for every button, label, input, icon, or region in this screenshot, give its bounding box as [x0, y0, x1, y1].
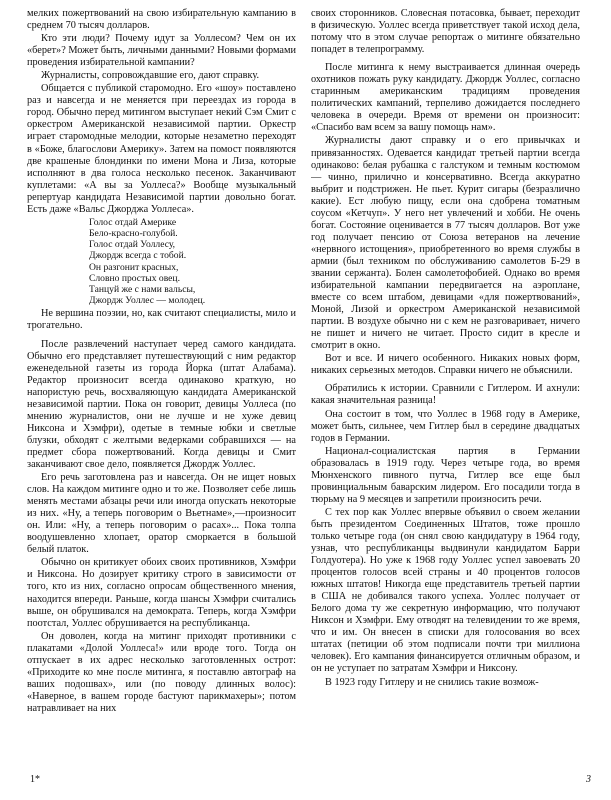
paragraph: Он доволен, когда на митинг приходят противники с плакатами «Долой Уоллеса!» или вроде того. Тогда он отпускает в их адрес несколько заготовленных острот: «Приходите ко мне после митинга, я поставлю автограф на ваших подошвах», или (по поводу длинных волос): «Наверное, в вашем городе бастуют парикмахеры»; потом натравливает на них: [27, 630, 296, 714]
poem-line: Джордж всегда с тобой.: [89, 250, 187, 262]
paragraph: Обратились к истории. Сравнили с Гитлером. И ахнули: какая значительная разница!: [311, 383, 580, 407]
poem-line: Джордж Уоллес — молодец.: [89, 295, 206, 307]
poem-line: Голос отдай Америке: [89, 216, 177, 228]
paragraph: Она состоит в том, что Уоллес в 1968 году в Америке, может быть, сильнее, чем Гитлер был в середине двадцатых годов в Германии.: [311, 408, 580, 444]
paragraph: своих сторонников. Словесная потасовка, бывает, переходит в физическую. Уоллес всегда приветствует такой исход дела, потому что в этом случае репортаж о митинге обязательно попадет в телепрограмму.: [311, 8, 580, 56]
paragraph: Кто эти люди? Почему идут за Уоллесом? Чем он их «берет»? Может быть, личными данными? Новыми формами проведения избирательной кампании?: [27, 33, 296, 69]
paragraph: Не вершина поэзии, но, как считают специалисты, мило и трогательно.: [27, 308, 296, 332]
poem-line: Танцуй же с нами вальсы,: [89, 284, 196, 296]
paragraph: После развлечений наступает черед самого кандидата. Обычно его представляет путешествующий с ним редактор еженедельной газеты из города Йорка (штат Алабама). Редактор произносит всегда одинаково краткую, но напористую речь, восхваляющую кандидата Американской независимой партии. Пока он говорит, девицы Уоллеса (по мнению журналистов, они не лучше и не хуже девиц Никсона и Хэмфри), одетые в темные юбки и светлые блузки, обходят с желтыми ведерками собравшихся — на предмет сбора пожертвований. Когда девицы и Смит заканчивают свое дело, появляется Джордж Уоллес.: [27, 338, 296, 470]
paragraph: мелких пожертвований на свою избирательную кампанию в среднем 70 тысяч долларов.: [27, 8, 296, 32]
paragraph: Общается с публикой старомодно. Его «шоу» поставлено раз и навсегда и не меняется при переездах из города в город. Обычно перед митингом выступает некий Сэм Смит с оркестром Американской независимой партии. Оркестр играет старомодные мелодии, которые незаметно переходят в «Боже, благослови Америку». Затем на помост появляются две крашеные блондинки по имени Мона и Лиза, которые исполняют в два голоса несколько песенок. Заканчивают куплетами: «А вы за Уоллеса?» Вообще музыкальный репертуар кандидата Независимой партии довольно богат. Есть даже «Вальс Джорджа Уоллеса».: [27, 83, 296, 215]
paragraph: Журналисты, сопровождавшие его, дают справку.: [41, 70, 260, 82]
paragraph: С тех пор как Уоллес впервые объявил о своем желании быть президентом Соединенных Штатов, тоже прошло только четыре года (он снял свою кандидатуру в 1964 году, узнав, что республиканцы выдвинули кандидатом Барри Голдуотера). Но уже к 1968 году Уоллес успел завоевать 20 процентов голосов всей страны и 40 процентов голосов южных штатов! Никогда еще представитель третьей партии в США не добивался такого успеха. Уоллес получает от Белого дома ту же секретную информацию, что получают Никсон и Хэмфри. Ему отводят на телевидении то же время, что и им. Он внесен в списки для голосования во всех штатах (петиции об этом подписали почти три миллиона человек). Его кампания финансируется отличным образом, и он не уступает по затратам Хэмфри и Никсону.: [311, 506, 580, 675]
right-column: [311, 8, 580, 768]
paragraph: Его речь заготовлена раз и навсегда. Он не ищет новых слов. На каждом митинге одно и то же. Позволяет себе лишь менять местами абзацы речи или иногда опускать некоторые из них. «Ну, а теперь поговорим о Вьетнаме»,—произносит он. Или: «Ну, а теперь поговорим о расах»... Пока толпа воодушевленно хлопает, оратор сморкается в большой белый платок.: [27, 472, 296, 556]
poem-line: Он разгонит красных,: [89, 261, 179, 273]
paragraph: Журналисты дают справку и о его привычках и привязанностях. Одевается кандидат третьей партии всегда одинаково: белая рубашка с галстуком и темным костюмом — чинно, прилично и консервативно. Всегда аккуратно выбрит и подстрижен. Не пьет. Курит сигары (безразлично какие). Ест любую пищу, если она сдобрена томатным соусом «Кетчуп». У него нет увлечений и хобби. Не очень богат. Состояние оценивается в 77 тысяч долларов. Вот уже год получает пенсию от Союза ветеранов на лечение «нервного истощения», приобретенного во время службы в армии (был техником по обслуживанию самолетов Б-29 в звании сержанта). Болен самолетофобией. Однако во время избирательной кампании передвигается на аэроплане, вместе со всем штабом, девицами «для пожертвований», Моной, Лизой и оркестром Американской независимой партии. В воздухе обычно ни с кем не разговаривает, ничего не пишет и ничего не читает. Просто сидит в кресле и смотрит в окно.: [311, 135, 580, 352]
poem-line: Бело-красно-голубой.: [89, 228, 178, 239]
left-column: [27, 8, 296, 768]
signature-mark: 1*: [30, 774, 40, 785]
paragraph: Национал-социалистская партия в Германии образовалась в 1919 году. Через четыре года, во время Мюнхенского пивного путча, Гитлер все еще был провинциальным баварским лидером. Его посадили тогда в тюрьму на 9 месяцев и запретили произносить речи.: [311, 445, 580, 505]
paragraph: В 1923 году Гитлеру и не снились такие возмож-: [325, 676, 539, 688]
poem-verse: [89, 217, 296, 307]
page-number: 3: [586, 774, 591, 785]
paragraph: Вот и все. И ничего особенного. Никаких новых форм, никаких серьезных методов. Справки ничего не объяснили.: [311, 353, 580, 377]
poem-line: Словно простых овец.: [89, 272, 180, 284]
poem-line: Голос отдай Уоллесу,: [89, 239, 176, 251]
paragraph: Обычно он критикует обоих своих противников, Хэмфри и Никсона. Но дозирует критику строго в зависимости от того, кто из них, согласно опросам общественного мнения, находится впереди. Раньше, когда шансы Хэмфри считались выше, он обрушивался на демократа. Теперь, когда Хэмфри поотстал, Уоллес обрушивается на республиканца.: [27, 557, 296, 629]
paragraph: После митинга к нему выстраивается длинная очередь охотников пожать руку кандидату. Джордж Уоллес, согласно старинным американским традициям проведения политических кампаний, терпеливо дожидается последнего человека в очереди. Время от времени он произносит: «Спасибо вам всем за вашу помощь нам».: [311, 62, 580, 134]
